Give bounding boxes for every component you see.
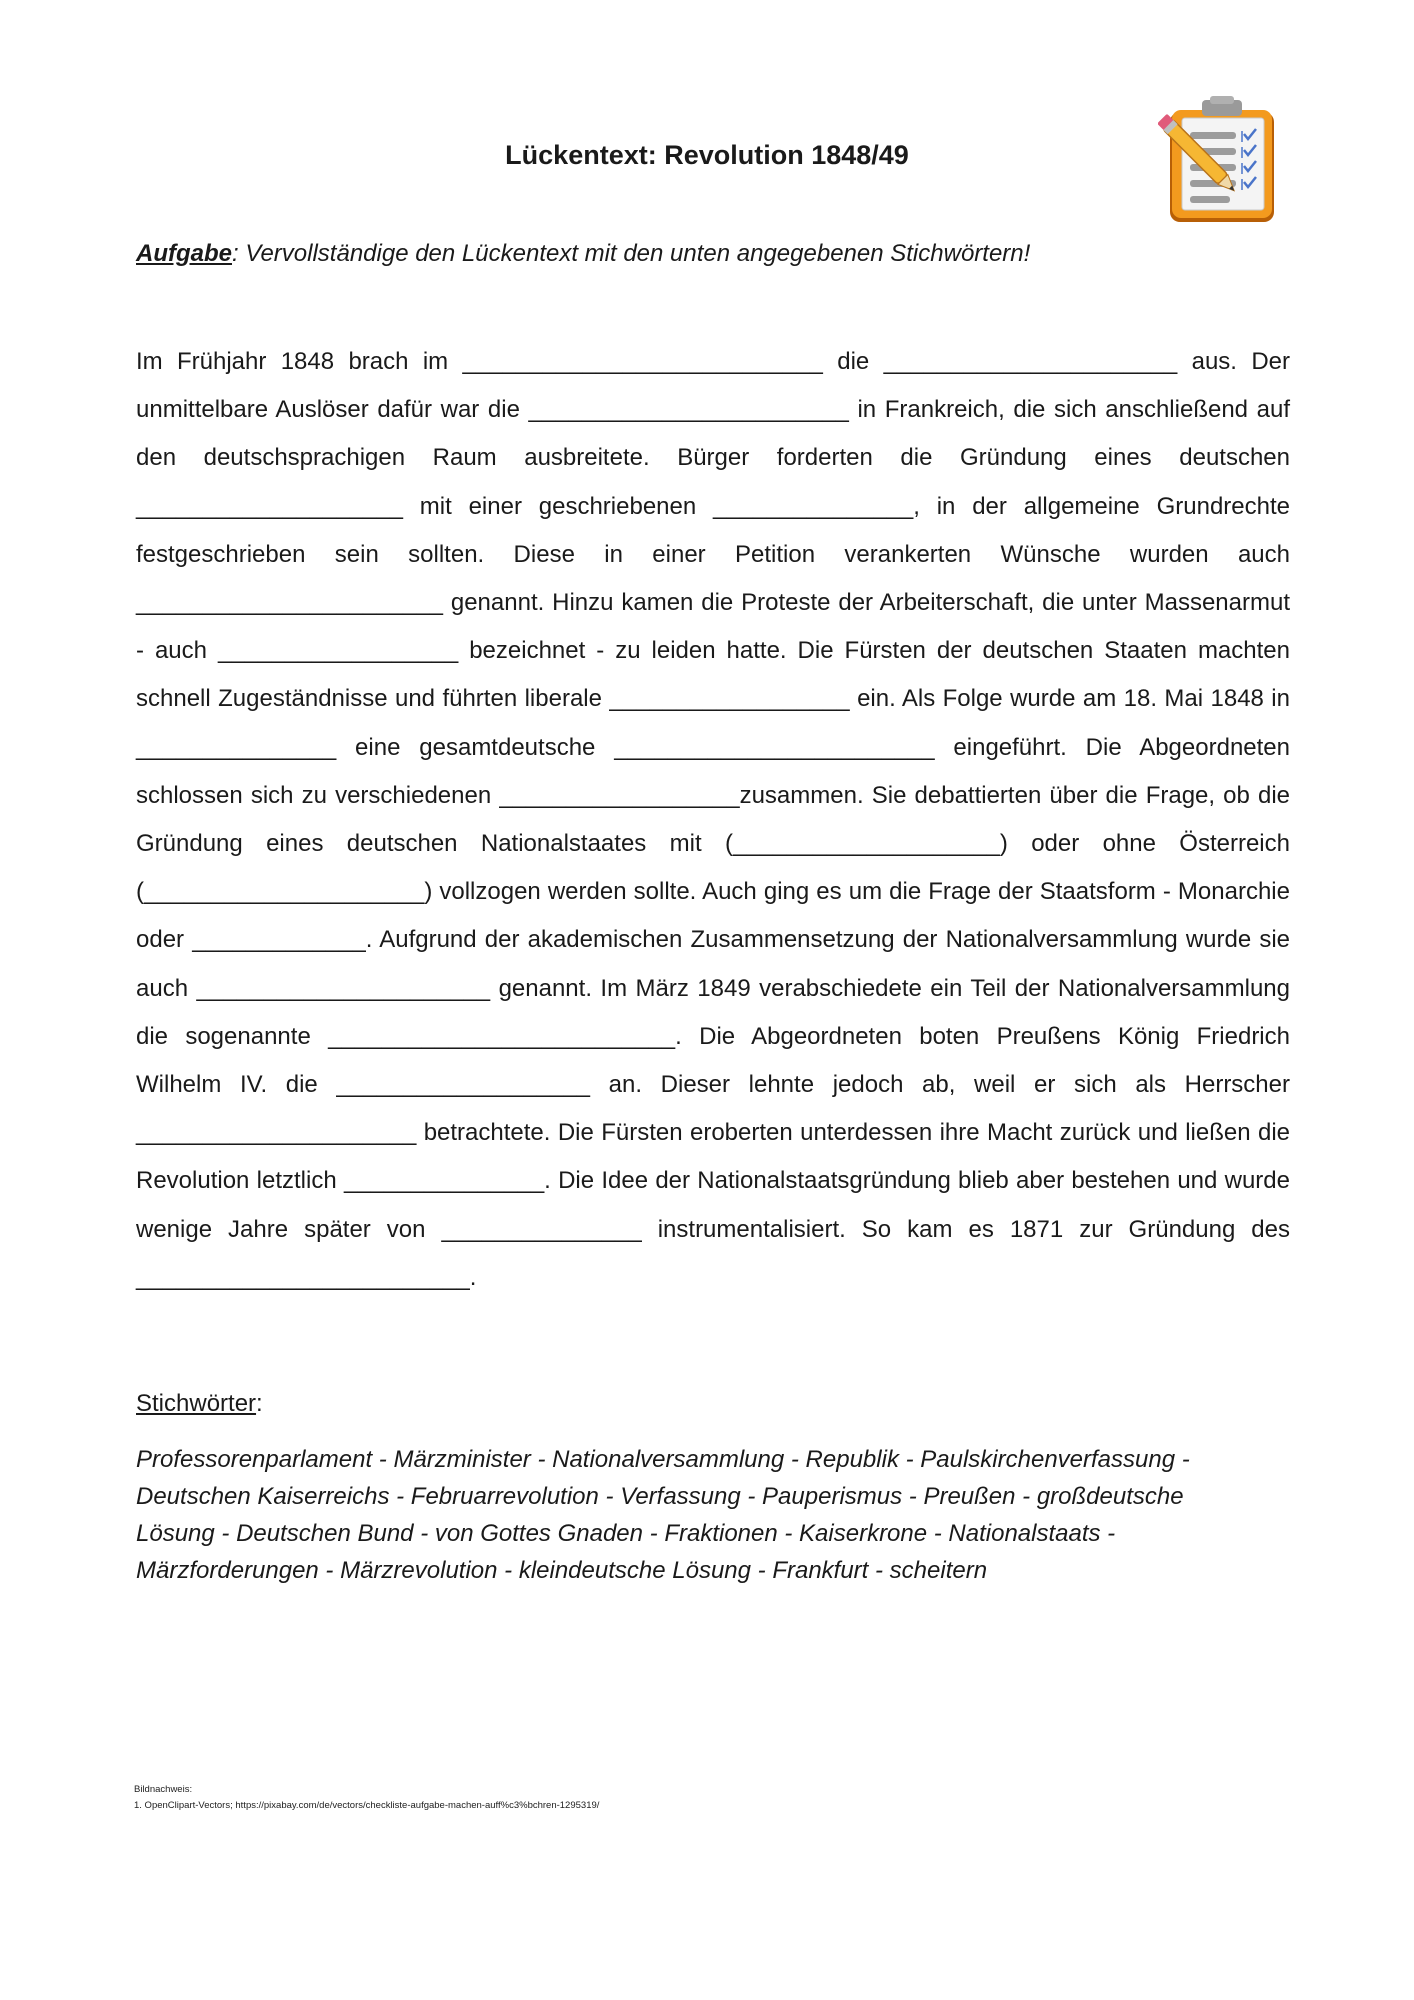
keywords-heading-colon: : (256, 1390, 263, 1417)
blank-field[interactable]: _______________ (441, 1215, 642, 1243)
text-segment: Im Frühjahr 1848 brach im (136, 348, 463, 375)
blank-field[interactable]: __________________ (499, 781, 740, 809)
text-segment: . Die Abgeordneten boten Preußens König Friedrich Wilhelm IV. die (136, 1022, 1290, 1099)
text-segment: an. Dieser lehnte jedoch ab, weil er sich als Herrscher (590, 1071, 1290, 1099)
blank-field[interactable]: _________________________ (136, 1263, 470, 1291)
text-segment: ein. Als Folge wurde am 18. Mai 1848 in (849, 685, 1290, 713)
keywords-line: Professorenparlament - Märzminister - Nationalversammlung - Republik - Paulskirchenverfassung - (136, 1446, 1190, 1473)
image-credits-entry: 1. OpenClipart-Vectors; https://pixabay.com/de/vectors/checkliste-aufgabe-machen-auff%c3%bchren-1295319/ (134, 1800, 600, 1811)
text-segment: aus. Der unmittelbare Auslöser dafür war die (136, 348, 1290, 424)
text-segment: in Frankreich, die sich anschließend auf den deutschsprachigen Raum ausbreitete. Bürger forderten die Gründung eines deutschen (136, 396, 1290, 472)
task-text: : Vervollständige den Lückentext mit den unten angegebenen Stichwörtern! (232, 240, 1031, 267)
blank-field[interactable]: _____________________ (136, 1119, 417, 1147)
blank-field[interactable]: ___________________________ (462, 348, 823, 375)
text-segment: die (822, 348, 884, 375)
text-segment: genannt. Im März 1849 verabschiedete ein Teil der Nationalversammlung die sogenannte (136, 974, 1291, 1050)
keywords-heading (136, 1390, 263, 1418)
blank-field[interactable]: _______________ (136, 733, 337, 761)
keywords-heading-label: Stichwörter (136, 1390, 257, 1417)
text-segment: zusammen. Sie debattierten über die Frage, ob die Gründung eines deutschen Nationalstaates mit ( (136, 781, 1290, 858)
keywords-list (136, 1441, 1290, 1589)
page-title: Lückentext: Revolution 1848/49 (505, 140, 909, 170)
keywords-line: Deutschen Kaiserreichs - Februarrevolution - Verfassung - Pauperismus - Preußen - großdeutsche (136, 1483, 1184, 1510)
blank-field[interactable]: ____________________ (136, 492, 403, 520)
text-segment: . (469, 1263, 477, 1291)
blank-field[interactable]: __________________________ (328, 1022, 676, 1050)
text-segment: eine gesamtdeutsche (336, 733, 615, 761)
blank-field[interactable]: ________________________ (614, 733, 935, 761)
text-segment: genannt. Hinzu kamen die Proteste der Arbeiterschaft, die unter Massenarmut - auch (136, 589, 1290, 665)
keywords-line: Lösung - Deutschen Bund - von Gottes Gnaden - Fraktionen - Kaiserkrone - Nationalstaats - (136, 1520, 1116, 1547)
blank-field[interactable]: __________________ (609, 685, 850, 713)
image-credits (134, 1782, 599, 1814)
text-segment: eingeführt. Die Abgeordneten schlossen sich zu verschiedenen (136, 733, 1290, 809)
task-label: Aufgabe (136, 240, 232, 267)
blank-field[interactable]: _______________ (343, 1167, 545, 1195)
blank-field[interactable]: _____________________ (144, 878, 425, 906)
blank-field[interactable]: ___________________ (336, 1071, 591, 1099)
blank-field[interactable]: _______________________ (136, 589, 443, 617)
task-instruction (136, 240, 1030, 268)
blank-field[interactable]: ______________________ (883, 348, 1178, 375)
blank-field[interactable]: _______________ (713, 492, 914, 520)
image-credits-heading: Bildnachweis: (134, 1784, 193, 1795)
blank-field[interactable]: ________________________ (528, 396, 849, 424)
blank-field[interactable]: _____________ (192, 926, 366, 954)
text-segment: ) oder ohne Österreich ( (136, 830, 1290, 906)
text-segment: bezeichnet - zu leiden hatte. Die Fürsten der deutschen Staaten machten schnell Zugeständnisse und führten liberale (136, 637, 1290, 713)
text-segment: . Aufgrund der akademischen Zusammensetzung der Nationalversammlung wurde sie auch (136, 926, 1291, 1002)
clipboard-checklist-icon (1158, 96, 1280, 226)
text-segment: . Die Idee der Nationalstaatsgründung blieb aber bestehen und wurde wenige Jahre später von (136, 1167, 1290, 1243)
blank-field[interactable]: ____________________ (732, 830, 1000, 858)
blank-field[interactable]: __________________ (217, 637, 459, 665)
blank-field[interactable]: ______________________ (196, 974, 491, 1002)
text-segment: , in der allgemeine Grundrechte festgeschrieben sein sollten. Diese in einer Petition verankerten Wünsche wurden auch (136, 492, 1290, 568)
cloze-text (136, 338, 1290, 1302)
keywords-line: Märzforderungen - Märzrevolution - kleindeutsche Lösung - Frankfurt - scheitern (136, 1557, 988, 1584)
text-segment: mit einer geschriebenen (402, 492, 714, 520)
text-segment: ) vollzogen werden sollte. Auch ging es um die Frage der Staatsform - Monarchie oder (136, 878, 1290, 954)
text-segment: instrumentalisiert. So kam es 1871 zur Gründung des (641, 1215, 1290, 1243)
text-segment: betrachtete. Die Fürsten eroberten unterdessen ihre Macht zurück und ließen die Revolution letztlich (136, 1119, 1290, 1195)
